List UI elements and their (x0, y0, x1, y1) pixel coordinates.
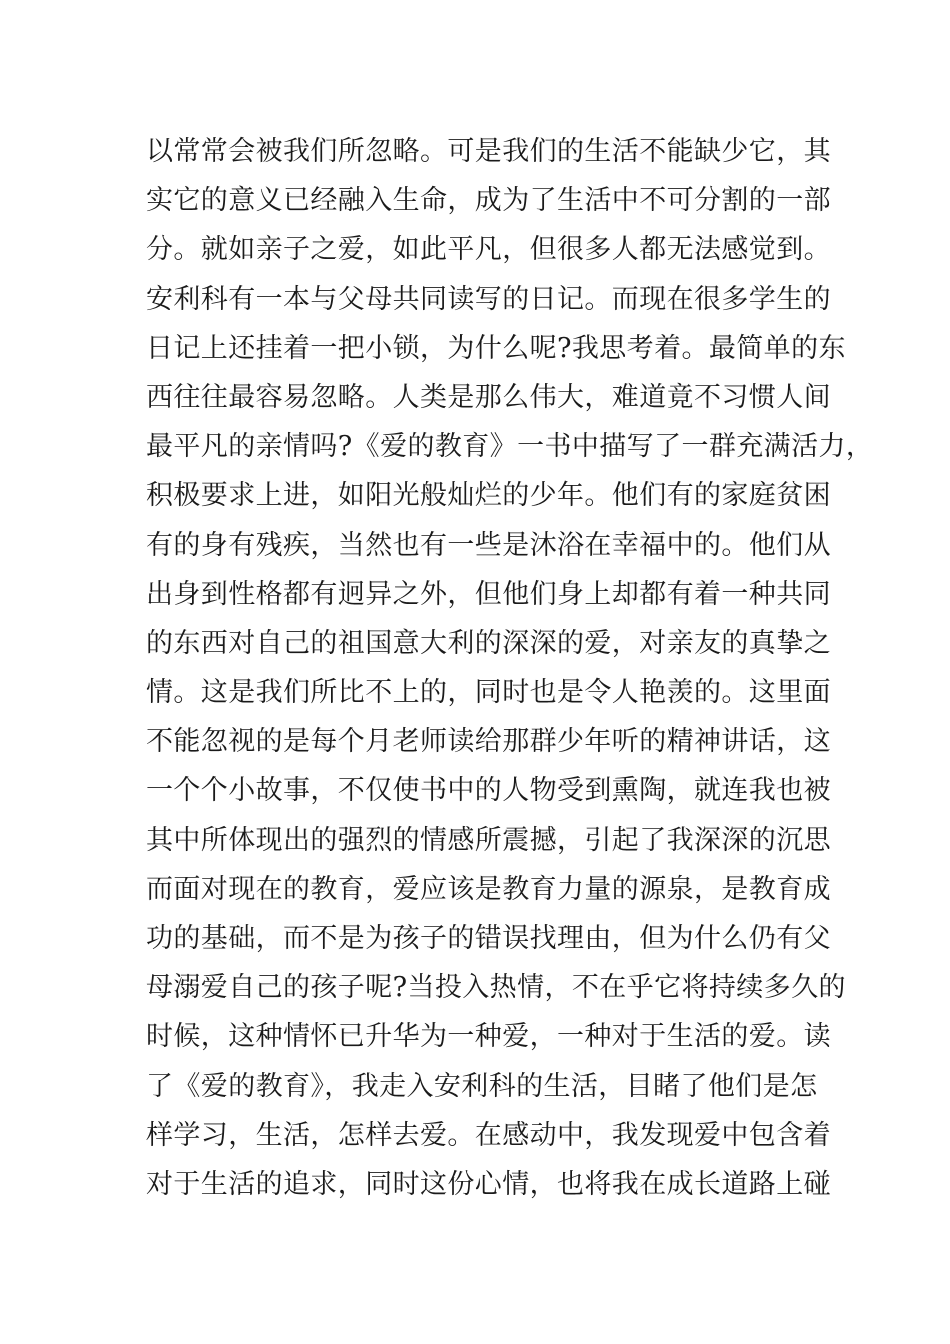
text-line: 情。这是我们所比不上的，同时也是令人艳羡的。这里面 (146, 677, 831, 709)
text-line: 母溺爱自己的孩子呢?当投入热情，不在乎它将持续多久的 (146, 972, 846, 1004)
text-line: 最平凡的亲情吗?《爱的教育》一书中描写了一群充满活力， (146, 431, 874, 463)
text-line: 西往往最容易忽略。人类是那么伟大，难道竟不习惯人间 (146, 381, 831, 413)
text-line: 日记上还挂着一把小锁，为什么呢?我思考着。最简单的东 (146, 332, 846, 364)
text-line: 时候，这种情怀已升华为一种爱，一种对于生活的爱。读 (146, 1021, 831, 1053)
text-line: 安利科有一本与父母共同读写的日记。而现在很多学生的 (146, 283, 831, 315)
text-line: 其中所体现出的强烈的情感所震撼，引起了我深深的沉思 (146, 824, 831, 856)
document-body-text (146, 127, 874, 1209)
text-line: 有的身有残疾，当然也有一些是沐浴在幸福中的。他们从 (146, 529, 831, 561)
text-line: 不能忽视的是每个月老师读给那群少年听的精神讲话，这 (146, 726, 831, 758)
text-line: 而面对现在的教育，爱应该是教育力量的源泉，是教育成 (146, 873, 831, 905)
text-line: 实它的意义已经融入生命，成为了生活中不可分割的一部 (146, 185, 831, 217)
text-line: 对于生活的追求，同时这份心情，也将我在成长道路上碰 (146, 1168, 831, 1200)
text-line: 了《爱的教育》，我走入安利科的生活，目睹了他们是怎 (146, 1070, 818, 1102)
text-line: 出身到性格都有迥异之外，但他们身上却都有着一种共同 (146, 578, 831, 610)
text-line: 一个个小故事，不仅使书中的人物受到熏陶，就连我也被 (146, 775, 831, 807)
text-line: 样学习，生活，怎样去爱。在感动中，我发现爱中包含着 (146, 1119, 831, 1151)
text-line: 以常常会被我们所忽略。可是我们的生活不能缺少它，其 (146, 136, 831, 167)
text-line: 积极要求上进，如阳光般灿烂的少年。他们有的家庭贫困 (146, 480, 831, 512)
text-line: 分。就如亲子之爱，如此平凡，但很多人都无法感觉到。 (146, 234, 831, 266)
text-line: 功的基础，而不是为孩子的错误找理由，但为什么仍有父 (146, 923, 831, 954)
text-line: 的东西对自己的祖国意大利的深深的爱，对亲友的真挚之 (146, 627, 831, 659)
